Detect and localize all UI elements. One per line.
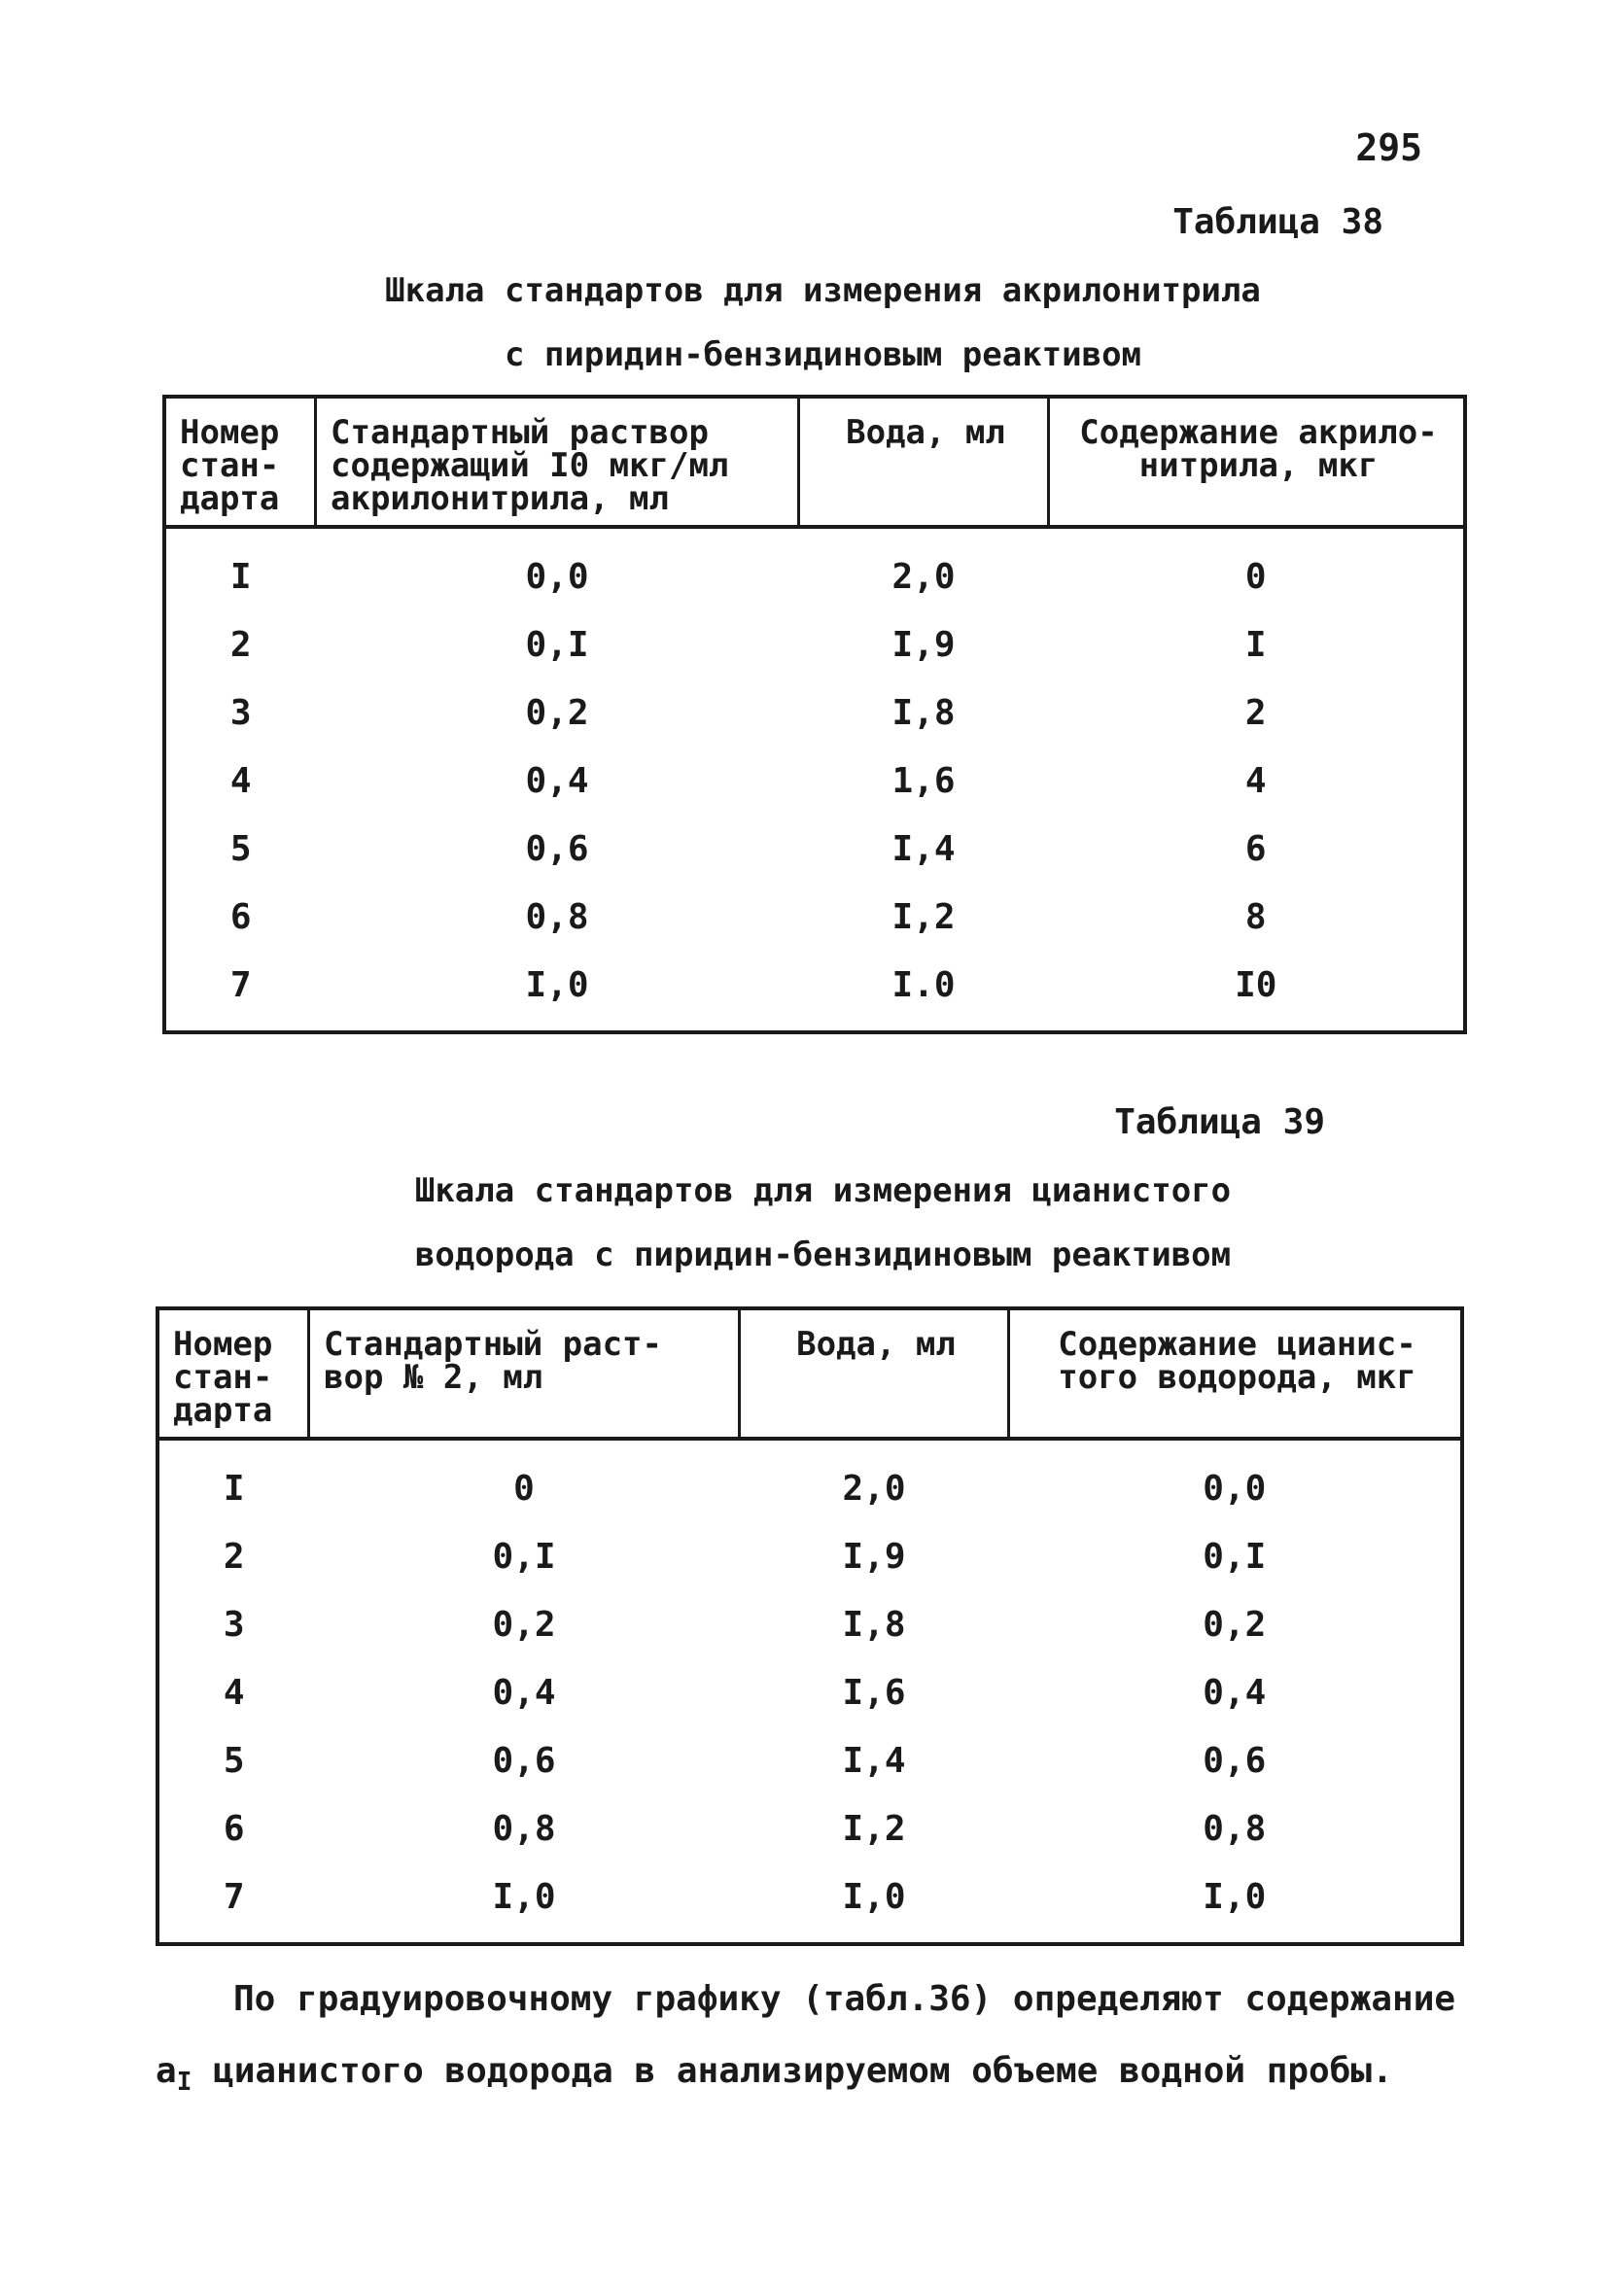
table-39-title-line2: водорода с пиридин-бензидиновым реактивом (414, 1235, 1232, 1274)
cell-content: 0 (1244, 556, 1267, 597)
cell-water: 1,6 (891, 760, 956, 801)
cell-number: 4 (229, 760, 252, 801)
table-row (164, 815, 1465, 883)
table-39-header-solution: Стандартный раст- вор № 2, мл (309, 1308, 740, 1439)
table-39-title (0, 1159, 1607, 1287)
cell-water: I,9 (891, 624, 956, 665)
table-row (164, 747, 1465, 815)
table-38-header-row (164, 397, 1465, 527)
table-38-header-content: Содержание акрило- нитрила, мкг (1049, 397, 1466, 527)
cell-content: 4 (1244, 760, 1267, 801)
table-39 (156, 1306, 1464, 1946)
table-39-header-water: Вода, мл (740, 1308, 1009, 1439)
cell-water: I,4 (891, 828, 956, 869)
table-38-title-line2: с пиридин-бензидиновым реактивом (504, 335, 1142, 374)
cell-number: 6 (223, 1808, 245, 1849)
cell-water: I,8 (891, 692, 956, 733)
cell-content: 0,8 (1203, 1808, 1267, 1849)
variable-subscript: I (176, 2068, 192, 2098)
cell-solution: 0 (513, 1468, 535, 1509)
cell-water: I,8 (842, 1604, 906, 1645)
table-38 (162, 395, 1467, 1034)
cell-solution: I,0 (525, 964, 589, 1005)
table-39-header-row (157, 1308, 1462, 1439)
table-row (157, 1439, 1462, 1522)
cell-solution: 0,I (525, 624, 589, 665)
cell-content: 8 (1244, 896, 1267, 937)
table-row (157, 1862, 1462, 1944)
table-38-header-solution: Стандартный раствор содержащий I0 мкг/мл акрилонитрила, мл (316, 397, 799, 527)
cell-water: I.0 (891, 964, 956, 1005)
cell-content: 6 (1244, 828, 1267, 869)
cell-water: I,0 (842, 1876, 906, 1917)
cell-number: 3 (223, 1604, 245, 1645)
table-row (157, 1658, 1462, 1726)
cell-content: 0,0 (1203, 1468, 1267, 1509)
cell-number: 5 (223, 1740, 245, 1781)
paragraph-line-2 (156, 2035, 1478, 2118)
cell-water: I,2 (842, 1808, 906, 1849)
cell-number: 6 (229, 896, 252, 937)
table-39-header-number: Номер стан- дарта (157, 1308, 309, 1439)
page-number: 295 (1355, 126, 1422, 169)
cell-number: 5 (229, 828, 252, 869)
table-38-title-line1: Шкала стандартов для измерения акрилонитрила (385, 271, 1261, 310)
cell-water: I,2 (891, 896, 956, 937)
table-38-label: Таблица 38 (1172, 202, 1383, 242)
cell-number: I (229, 556, 252, 597)
cell-content: I0 (1235, 964, 1277, 1005)
cell-solution: 0,I (492, 1536, 556, 1577)
table-39-header-content: Содержание цианис- того водорода, мкг (1009, 1308, 1463, 1439)
cell-solution: 0,8 (492, 1808, 556, 1849)
table-row (157, 1522, 1462, 1590)
cell-solution: 0,4 (525, 760, 589, 801)
cell-solution: 0,8 (525, 896, 589, 937)
cell-content: 0,6 (1203, 1740, 1267, 1781)
table-row (164, 678, 1465, 747)
cell-number: 4 (223, 1672, 245, 1713)
cell-number: I (223, 1468, 245, 1509)
cell-water: I,4 (842, 1740, 906, 1781)
table-row (157, 1794, 1462, 1862)
cell-water: 2,0 (842, 1468, 906, 1509)
body-paragraph (156, 1964, 1478, 2118)
table-39-title-line1: Шкала стандартов для измерения цианистого (414, 1171, 1232, 1210)
paragraph-line-1: По градуировочному графику (табл.36) определяют содержание (233, 1979, 1456, 2019)
cell-solution: 0,2 (492, 1604, 556, 1645)
paragraph-line-2-text: цианистого водорода в анализируемом объеме водной пробы. (192, 2051, 1393, 2091)
cell-number: 2 (223, 1536, 245, 1577)
table-39-label: Таблица 39 (1114, 1102, 1325, 1142)
table-38-header-number: Номер стан- дарта (164, 397, 316, 527)
cell-solution: 0,2 (525, 692, 589, 733)
cell-content: 0,2 (1203, 1604, 1267, 1645)
cell-water: I,6 (842, 1672, 906, 1713)
cell-content: I,0 (1203, 1876, 1267, 1917)
cell-solution: 0,4 (492, 1672, 556, 1713)
cell-number: 7 (229, 964, 252, 1005)
table-38-header-water: Вода, мл (799, 397, 1049, 527)
table-row (164, 951, 1465, 1032)
cell-content: 0,4 (1203, 1672, 1267, 1713)
cell-water: 2,0 (891, 556, 956, 597)
cell-content: 0,I (1203, 1536, 1267, 1577)
table-row (164, 610, 1465, 678)
table-row (164, 527, 1465, 610)
cell-number: 7 (223, 1876, 245, 1917)
cell-number: 2 (229, 624, 252, 665)
cell-number: 3 (229, 692, 252, 733)
table-row (157, 1726, 1462, 1794)
table-38-title (0, 259, 1607, 387)
table-row (157, 1590, 1462, 1658)
cell-content: I (1244, 624, 1267, 665)
table-row (164, 883, 1465, 951)
cell-solution: I,0 (492, 1876, 556, 1917)
cell-water: I,9 (842, 1536, 906, 1577)
cell-solution: 0,6 (492, 1740, 556, 1781)
variable-a: a (156, 2051, 177, 2091)
cell-solution: 0,0 (525, 556, 589, 597)
cell-solution: 0,6 (525, 828, 589, 869)
cell-content: 2 (1244, 692, 1267, 733)
